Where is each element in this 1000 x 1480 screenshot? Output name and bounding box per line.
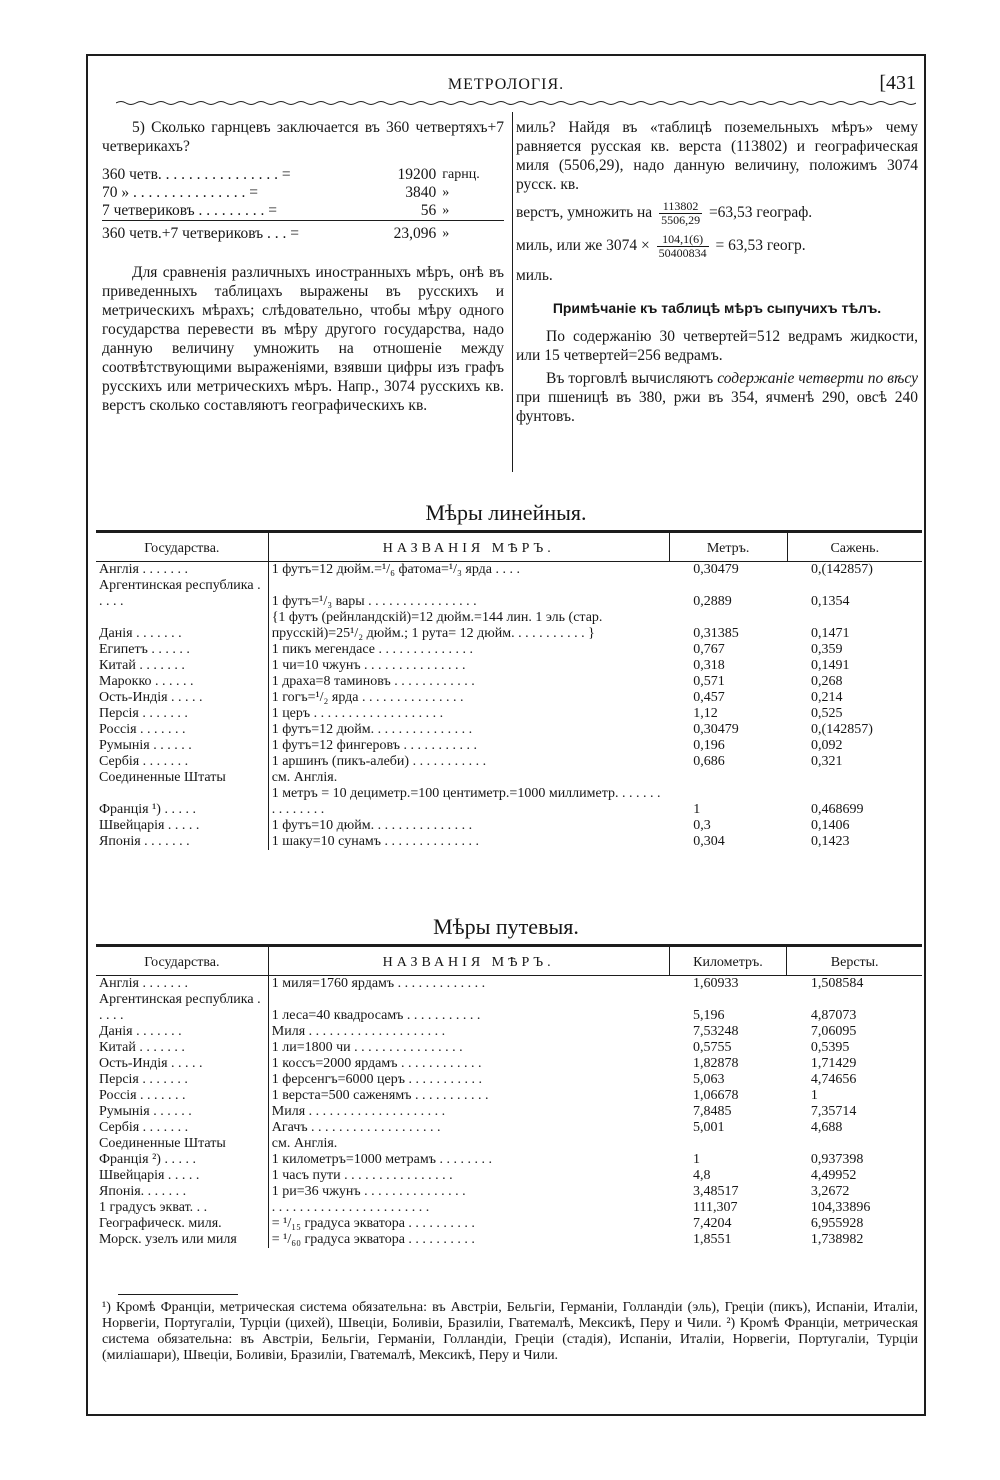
cell-state: Аргентинская республика . . . . . [99,992,261,1023]
cell-measure-name: = ¹/₆₀ градуса экватора . . . . . . . . . . [268,1232,669,1248]
table-row [96,1024,922,1040]
calc-value: 19200 [397,166,437,183]
col-header-names: НАЗВАНІЯ МѢРЪ. [268,533,669,562]
cell-state: 1 градусъ экват. . . [99,1200,208,1215]
col-header-state: Государства. [96,947,268,976]
cell-measure-name: 1 футъ=12 дюйм. . . . . . . . . . . . . . . [268,722,669,738]
col-header-versts: Версты. [787,947,922,976]
calc-value: 3840 [405,184,437,201]
cell-value-1: 0,318 [693,658,725,673]
note-paragraph-1: По содержанію 30 четвертей=512 ведрамъ жидкости, или 15 четвертей=256 ведрамъ. [516,328,918,364]
cell-state: Ость-Индія . . . . . [99,1056,203,1071]
table-row [96,834,922,850]
cell-value-1: 0,31385 [693,626,739,641]
cell-measure-name: 1 футъ=10 дюйм. . . . . . . . . . . . . . . [268,818,669,834]
eq2-numerator: 104,1(6) [657,233,709,247]
cell-value-2: 0,1406 [811,818,850,833]
cell-value-2: 7,35714 [810,1104,857,1119]
cell-state: Персія . . . . . . . [99,706,188,721]
cell-state: Данія . . . . . . . [99,626,182,641]
note-p2-end: при пшеницѣ въ 380, ржи въ 354, ячменѣ 290, овсѣ 240 фунтовъ. [516,389,918,425]
calc-row [102,202,504,221]
cell-state: Японія . . . . . . . [99,834,190,849]
eq1-post: =63,53 географ. [708,204,813,222]
cell-value-2: 0,1354 [811,594,850,609]
table-row [96,562,922,579]
cell-state: Персія . . . . . . . [99,1072,188,1087]
cell-measure-name: = ¹/₁₅ градуса экватора . . . . . . . . . . [268,1216,669,1232]
cell-value-2: 1 [810,1088,818,1103]
note-heading: Примѣчаніе къ таблицѣ мѣръ сыпучихъ тѣлъ. [552,300,882,316]
cell-state: Соединенные Штаты [99,1136,226,1151]
calc-label: 70 » . . . . . . . . . . . . . . . = [102,184,258,201]
cell-value-2: 0,937398 [810,1152,864,1167]
table-row [96,1184,922,1200]
cell-measure-name: 1 ферсенгъ=6000 церъ . . . . . . . . . . . [268,1072,669,1088]
table-row [96,976,922,993]
col-header-names: НАЗВАНІЯ МѢРЪ. [268,947,669,976]
cell-state: Китай . . . . . . . [99,1040,185,1055]
road-table-wrap [96,944,922,1248]
cell-value-1: 7,4204 [693,1216,732,1231]
cell-value-2 [787,770,922,786]
table-header-row [96,533,922,562]
right-column [516,118,918,426]
cell-state: Румынія . . . . . . [99,738,192,753]
cell-value-1: 1,12 [693,706,718,721]
cell-state: Соединенные Штаты [99,770,226,785]
cell-value-1 [669,770,787,786]
cell-value-1: 111,307 [693,1200,738,1215]
cell-state: Аргентинская республика . . . . . [99,578,261,609]
left-column [102,118,504,415]
cell-state: Египетъ . . . . . . [99,642,190,657]
col-header-sazhen: Сажень. [787,533,922,562]
cell-measure-name: Миля . . . . . . . . . . . . . . . . . . . . [268,1104,669,1120]
cell-state: Географическ. миля. [99,1216,222,1231]
road-section-title: Мѣры путевыя. [433,914,579,939]
eq2-pre: миль, или же 3074 × [516,237,650,255]
cell-value-1 [669,1136,787,1152]
comparison-paragraph: Для сравненія различныхъ иностранныхъ мѣръ, онѣ въ приведенныхъ таблицахъ выражены въ русскихъ и метрическихъ мѣрахъ; слѣдовательно, чтобы мѣру одного государства перевести въ мѣру другого государства, надо данную величину умножить на отношеніе между соотвѣтствующими выраженіями, взявши цифры изъ графъ русскихъ или метрическихъ мѣръ. Напр., 3074 русскихъ кв. верстъ сколько составляютъ географическихъ кв. [102,264,504,414]
cell-value-1: 0,686 [693,754,725,769]
col-header-km: Километръ. [669,947,787,976]
cell-value-2: 4,87073 [810,1008,857,1023]
eq1-denominator: 5506,29 [661,213,701,227]
note-p2-italic: содержаніе четверти по вѣсу [717,370,919,387]
table-row [96,770,922,786]
table-row [96,754,922,770]
cell-value-1: 0,571 [693,674,725,689]
cell-value-2: 1,71429 [810,1056,857,1071]
cell-value-1: 0,2889 [693,594,732,609]
cell-value-1: 5,001 [693,1120,725,1135]
cell-value-2: 0,468699 [811,802,864,817]
cell-state: Швейцарія . . . . . [99,1168,200,1183]
table-row [96,1072,922,1088]
cell-value-2: 0,321 [811,754,843,769]
table-row [96,1136,922,1152]
cell-measure-name: 1 футъ=¹/₃ вары . . . . . . . . . . . . . . . . [268,578,669,610]
eq1-pre: верстъ, умножить на [516,204,653,222]
cell-value-2: 1,738982 [810,1232,864,1247]
calc-unit: » [442,185,450,200]
table-row [96,706,922,722]
cell-measure-name: 1 ри=36 чжунъ . . . . . . . . . . . . . . . [268,1184,669,1200]
cell-value-1: 5,063 [693,1072,725,1087]
cell-state: Ость-Индія . . . . . [99,690,203,705]
cell-value-1: 1,06678 [693,1088,739,1103]
cell-state: Японія. . . . . . . [99,1184,187,1199]
table-row [96,642,922,658]
cell-value-1: 1 [693,1152,701,1167]
cell-state: Россія . . . . . . . [99,722,186,737]
cell-value-1: 1,8551 [693,1232,732,1247]
cell-state: Англія . . . . . . . [99,976,188,991]
calc-total-label: 360 четв.+7 четвериковъ . . . = [102,221,344,244]
cell-state: Россія . . . . . . . [99,1088,186,1103]
table-row [96,1152,922,1168]
footnote-rule [118,1294,238,1295]
cell-value-2 [787,1136,922,1152]
table-row [96,1104,922,1120]
footnote: ¹) Кромѣ Франціи, метрическая система обязательна: въ Австріи, Бельгіи, Германіи, Голландіи (эль), Греціи (пикъ), Испаніи, Италіи, Норвегіи, Португаліи, Турціи (цихей), Швеціи, Боливіи, Бразиліи, Гватемалѣ, Мексикѣ, Перу и Чили. ²) Кромѣ Франціи, метрическая система обязательна: въ Австріи, Бельгіи, Германіи, Голландіи, Греціи (стадія), Испаніи, Италіи, Норвегіи, Португаліи, Турціи (миліашари), Швеціи, Боливіи, Бразиліи, Гватемалѣ, Мексикѣ, Перу и Чили. [102,1300,918,1363]
cell-state: Данія . . . . . . . [99,1024,182,1039]
table-row [96,992,922,1024]
table-row [96,1088,922,1104]
cell-value-1: 1 [693,802,701,817]
cell-value-2: 7,06095 [810,1024,857,1039]
cell-measure-name: 1 шаку=10 сунамъ . . . . . . . . . . . . . . [268,834,669,850]
calc-label: 360 четв. . . . . . . . . . . . . . . . = [102,166,291,183]
road-measures-table [96,947,922,1248]
cell-measure-name: 1 миля=1760 ярдамъ . . . . . . . . . . . . . [268,976,669,993]
calc-value: 56 [420,202,437,219]
table-row [96,722,922,738]
eq1-numerator: 113802 [659,200,702,214]
cell-value-2: 3,2672 [810,1184,850,1199]
table-row [96,674,922,690]
cell-value-1: 0,5755 [693,1040,732,1055]
table-row [96,1120,922,1136]
cell-value-1: 5,196 [693,1008,725,1023]
cell-measure-name: 1 коссъ=2000 ярдамъ . . . . . . . . . . . . [268,1056,669,1072]
cell-value-2: 0,214 [811,690,843,705]
cell-value-1: 0,3 [693,818,711,833]
cell-value-1: 1,82878 [693,1056,739,1071]
cell-value-2: 0,525 [811,706,843,721]
continuation-paragraph: миль? Найдя въ «таблицѣ поземельныхъ мѣръ» чему равняется русская кв. верста (113802) и географическая миля (5506,29), надо данную величину, положимъ 3074 русск. кв. [516,119,918,193]
cell-state: Швейцарія . . . . . [99,818,200,833]
cell-state: Морск. узелъ или миля [99,1232,237,1247]
cell-value-2: 0,5395 [810,1040,850,1055]
calc-table [102,166,504,243]
cell-measure-name: 1 футъ=12 фингеровъ . . . . . . . . . . . [268,738,669,754]
cell-measure-name: 1 пикъ мегендасе . . . . . . . . . . . . . . [268,642,669,658]
page-frame [86,54,926,1416]
cell-value-2: 0,359 [811,642,843,657]
cell-measure-name: 1 аршинъ (пикъ-алеби) . . . . . . . . . . . [268,754,669,770]
linear-table-body [96,562,922,851]
cell-measure-name: см. Англія. [268,1136,669,1152]
table-row [96,786,922,818]
calc-row [102,184,504,202]
cell-value-1: 7,8485 [693,1104,732,1119]
table-row [96,1056,922,1072]
table-row [96,610,922,642]
linear-section-title: Мѣры линейныя. [425,500,587,525]
cell-measure-name: Агачъ . . . . . . . . . . . . . . . . . . . [268,1120,669,1136]
cell-value-1: 0,304 [693,834,725,849]
cell-measure-name: 1 ли=1800 чи . . . . . . . . . . . . . . . . [268,1040,669,1056]
linear-table-wrap [96,530,922,850]
page-number: [431 [879,72,916,94]
eq1-fraction [659,200,702,227]
cell-value-1: 3,48517 [693,1184,739,1199]
equation-2 [516,233,918,260]
cell-value-2: 4,74656 [810,1072,857,1087]
calc-unit: » [442,203,450,218]
cell-state: Франція ²) . . . . . [99,1152,196,1167]
col-header-state: Государства. [96,533,268,562]
cell-measure-name: 1 церъ . . . . . . . . . . . . . . . . . . . [268,706,669,722]
table-header-row [96,947,922,976]
page-header-title: МЕТРОЛОГІЯ. [447,76,565,93]
table-row [96,1168,922,1184]
question-paragraph: 5) Сколько гарнцевъ заключается въ 360 четвертяхъ+7 четверикахъ? [102,119,504,155]
cell-state: Англія . . . . . . . [99,562,188,577]
column-divider [512,112,513,472]
table-row [96,1216,922,1232]
table-row [96,1232,922,1248]
cell-measure-name: 1 леса=40 квадросамъ . . . . . . . . . . . [268,992,669,1024]
cell-value-1: 1,60933 [693,976,739,991]
cell-measure-name: 1 верста=500 саженямъ . . . . . . . . . . . [268,1088,669,1104]
cell-value-2: 4,49952 [810,1168,857,1183]
cell-measure-name: . . . . . . . . . . . . . . . . . . . . . . . [268,1200,669,1216]
eq2-fraction [657,233,709,260]
cell-value-1: 0,30479 [693,562,739,577]
cell-state: Франція ¹) . . . . . [99,802,196,817]
cell-value-2: 104,33896 [810,1200,871,1215]
cell-measure-name: 1 километръ=1000 метрамъ . . . . . . . . [268,1152,669,1168]
cell-value-1: 4,8 [693,1168,711,1183]
note-p2-start: Въ торговлѣ вычисляютъ [546,370,714,387]
cell-value-2: 6,955928 [810,1216,864,1231]
calc-label: 7 четвериковъ . . . . . . . . . = [102,202,278,219]
cell-value-2: 0,(142857) [811,562,873,577]
calc-unit: гарнц. [442,167,480,182]
road-table-body [96,976,922,1249]
calc-total-row [102,221,504,244]
table-row [96,690,922,706]
cell-state: Сербія . . . . . . . [99,1120,189,1135]
table-row [96,658,922,674]
cell-measure-name: 1 футъ=12 дюйм.=¹/₆ фатома=¹/₃ ярда . . . . [268,562,669,579]
cell-state: Китай . . . . . . . [99,658,185,673]
cell-value-1: 0,767 [693,642,725,657]
cell-value-2: 0,1471 [811,626,850,641]
linear-measures-table [96,533,922,850]
table-row [96,1040,922,1056]
cell-value-1: 0,30479 [693,722,739,737]
eq2-denominator: 50400834 [658,246,707,260]
eq2-post: = 63,53 геогр. [715,237,806,255]
cell-measure-name: 1 чи=10 чжунъ . . . . . . . . . . . . . . . [268,658,669,674]
cell-value-1: 7,53248 [693,1024,739,1039]
cell-measure-name: 1 метръ = 10 дециметр.=100 центиметр.=1000 миллиметр. . . . . . . . . . . . . . . [268,786,669,818]
cell-measure-name: 1 драха=8 таминовъ . . . . . . . . . . . . [268,674,669,690]
cell-value-1: 0,196 [693,738,725,753]
cell-value-2: 0,1423 [811,834,850,849]
cell-value-2: 0,1491 [811,658,850,673]
cell-value-2: 0,(142857) [811,722,873,737]
cell-state: Сербія . . . . . . . [99,754,189,769]
calc-total-unit: » [436,221,504,244]
cell-measure-name: 1 часъ пути . . . . . . . . . . . . . . . . [268,1168,669,1184]
cell-value-1: 0,457 [693,690,725,705]
cell-state: Румынія . . . . . . [99,1104,192,1119]
col-header-meter: Метръ. [669,533,787,562]
table-row [96,818,922,834]
eq2-end: миль. [516,267,553,284]
cell-measure-name: см. Англія. [268,770,669,786]
cell-measure-name: {1 футъ (рейнландскій)=12 дюйм.=144 лин. 1 эль (стар. прусскій)=25¹/₂ дюйм.; 1 рута= 12 дюйм. . . . . . . . . . . } [268,610,669,642]
cell-value-2: 1,508584 [810,976,864,991]
cell-value-2: 0,092 [811,738,843,753]
calc-row [102,166,504,184]
cell-measure-name: Миля . . . . . . . . . . . . . . . . . . . . [268,1024,669,1040]
table-row [96,738,922,754]
equation-1 [516,200,918,227]
cell-state: Марокко . . . . . . [99,674,194,689]
table-row [96,578,922,610]
table-row [96,1200,922,1216]
cell-value-2: 0,268 [811,674,843,689]
note-paragraph-2 [516,369,918,426]
calc-total-value: 23,096 [344,221,436,244]
cell-measure-name: 1 гогъ=¹/₂ ярда . . . . . . . . . . . . . . . [268,690,669,706]
wavy-rule [116,100,916,106]
cell-value-2: 4,688 [810,1120,843,1135]
